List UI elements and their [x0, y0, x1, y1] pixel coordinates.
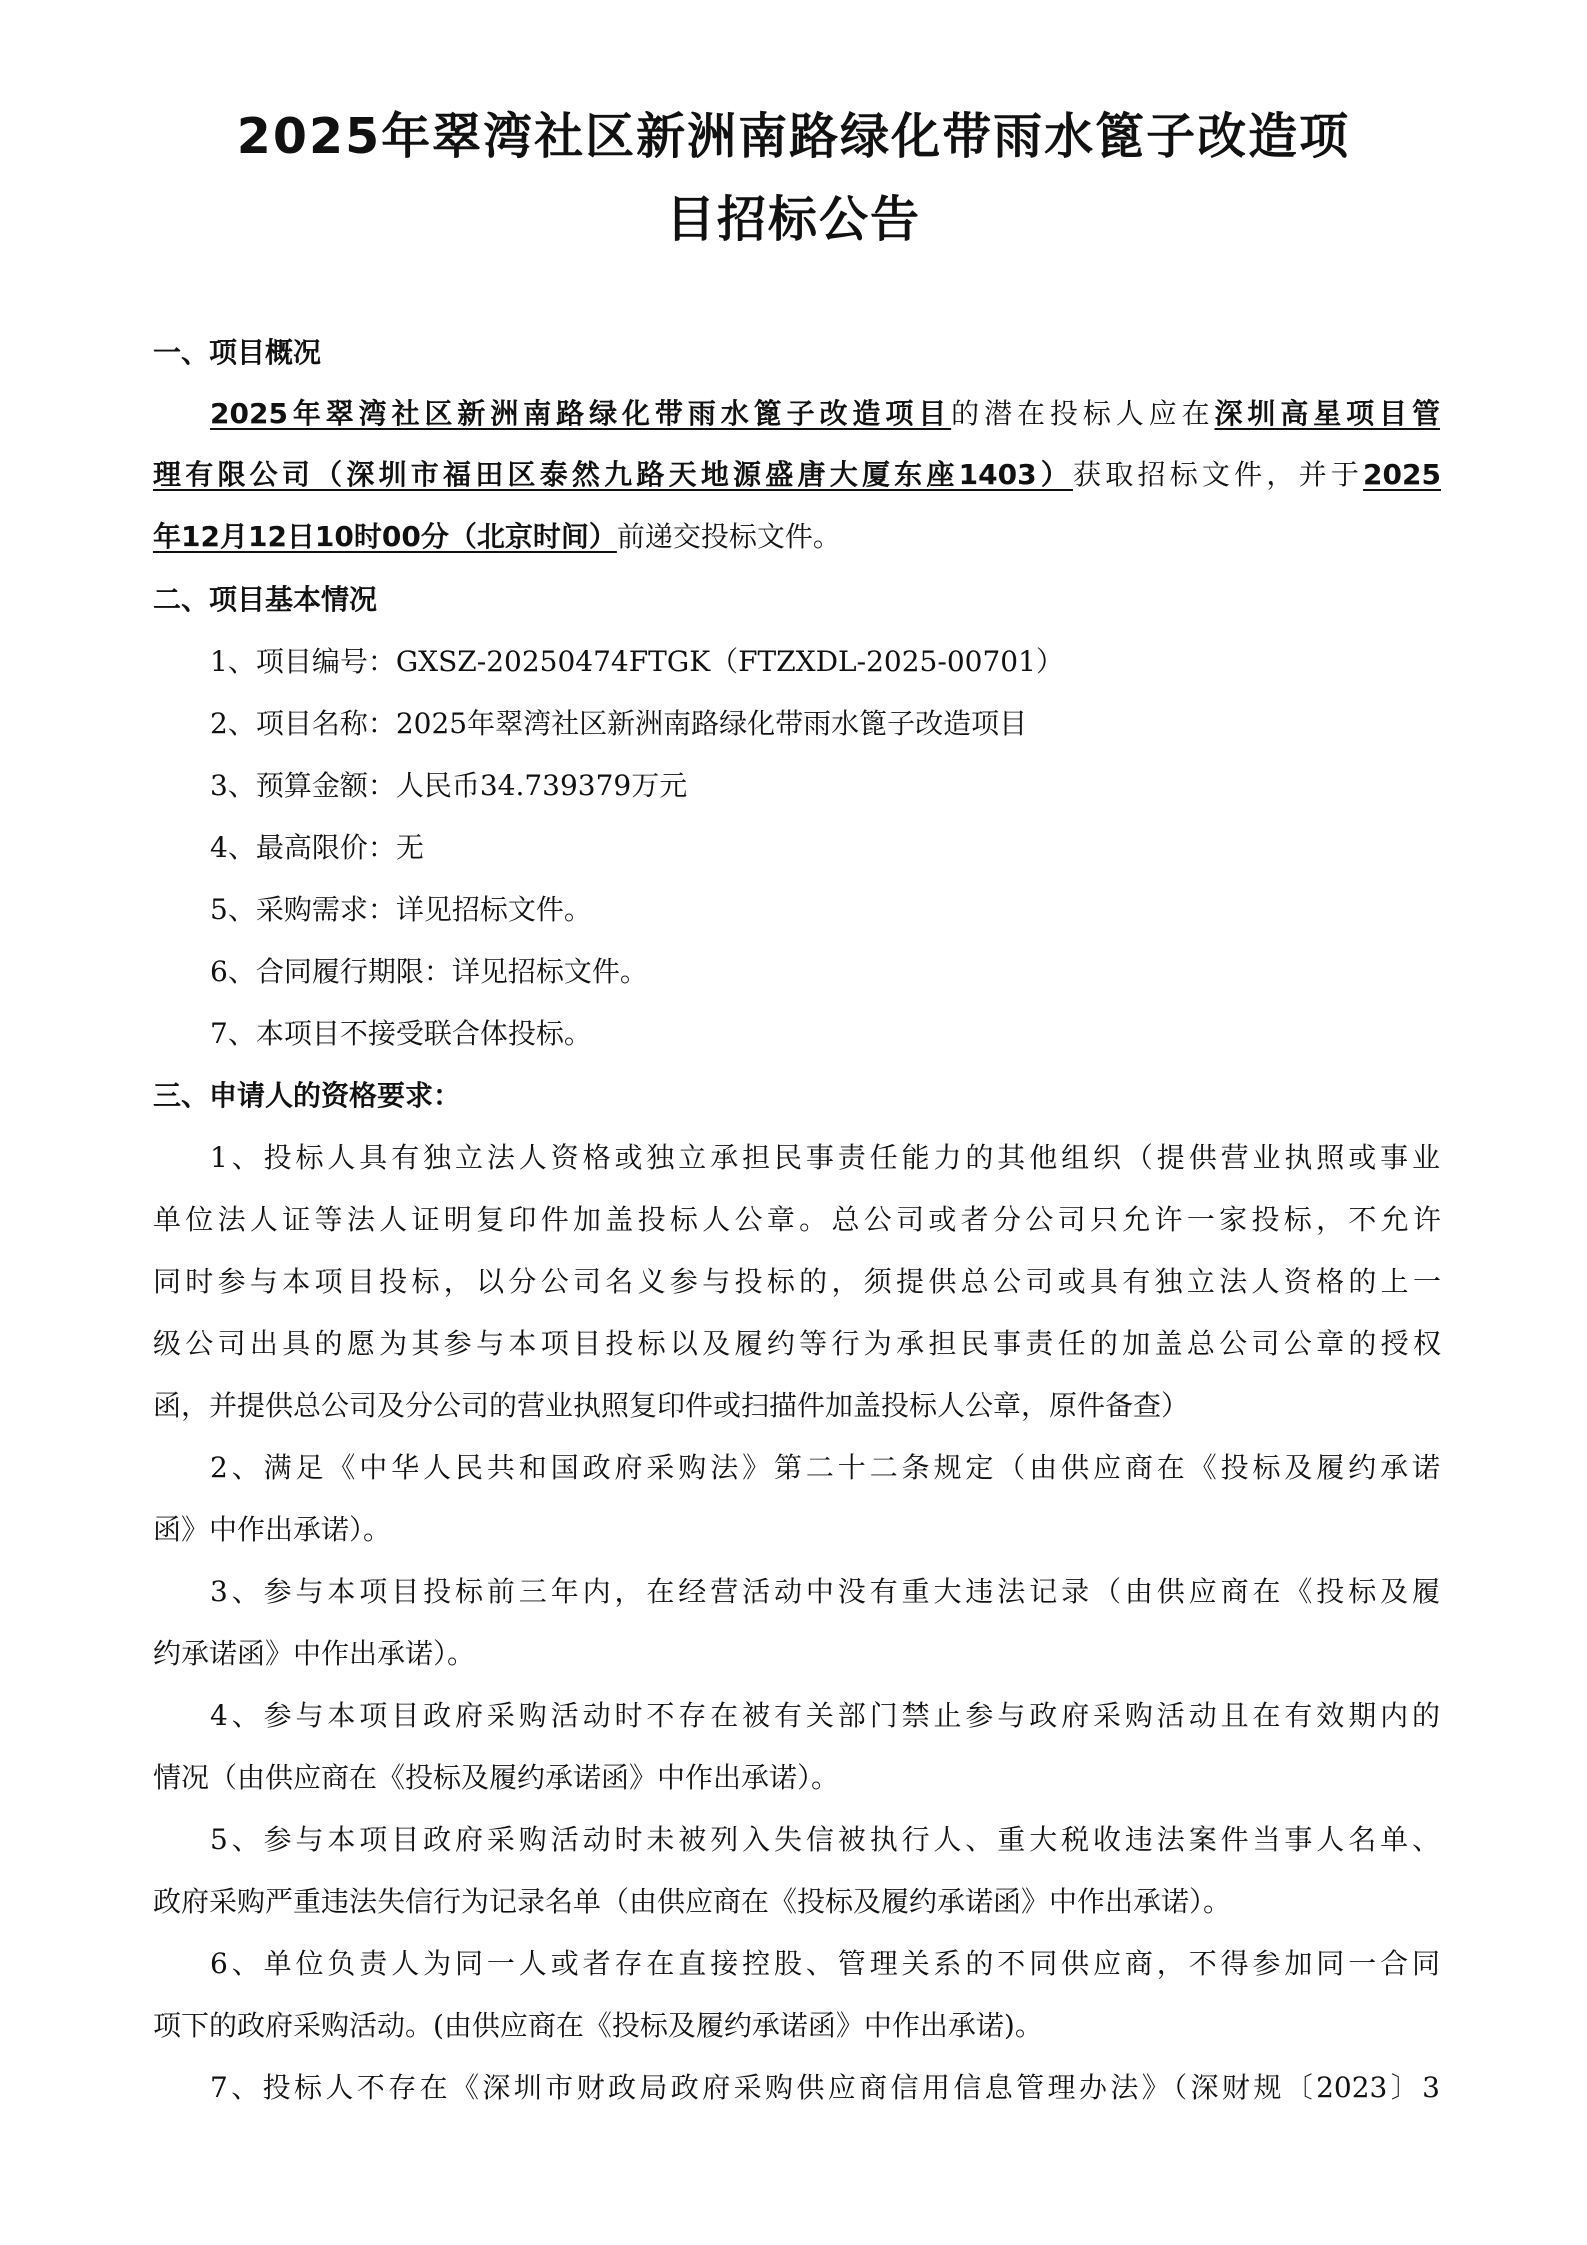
agency-name: 深圳高星项目管: [1214, 397, 1440, 430]
qualification-5-line-1: 5、参与本项目政府采购活动时未被列入失信被执行人、重大税收违法案件当事人名单、: [210, 1823, 1440, 1856]
info-item-project-name: 2、项目名称：2025年翠湾社区新洲南路绿化带雨水篦子改造项目: [210, 707, 1028, 740]
qualification-1-line-2: 单位法人证等法人证明复印件加盖投标人公章。总公司或者分公司只允许一家投标，不允许: [153, 1203, 1441, 1236]
project-name-link: 2025年翠湾社区新洲南路绿化带雨水篦子改造项目: [210, 397, 952, 430]
qualification-6-line-2: 项下的政府采购活动。(由供应商在《投标及履约承诺函》中作出承诺)。: [153, 2009, 1043, 2042]
overview-paragraph-line-3: [153, 518, 1441, 556]
qualification-4-line-2: 情况（由供应商在《投标及履约承诺函》中作出承诺）。: [153, 1761, 840, 1794]
section-heading-overview: 一、项目概况: [153, 336, 322, 369]
qualification-5-line-2: 政府采购严重违法失信行为记录名单（由供应商在《投标及履约承诺函》中作出承诺）。: [153, 1885, 1232, 1918]
section-heading-qualifications: 三、申请人的资格要求：: [153, 1079, 462, 1112]
deadline-date: 年12月12日10时00分（北京时间）: [153, 520, 617, 553]
info-item-project-number: 1、项目编号：GXSZ-20250474FTGK（FTZXDL-2025-00701）: [210, 645, 1064, 678]
qualification-7-line-1: 7、投标人不存在《深圳市财政局政府采购供应商信用信息管理办法》（深财规〔2023〕3: [210, 2071, 1440, 2104]
qualification-1-line-3: 同时参与本项目投标，以分公司名义参与投标的，须提供总公司或具有独立法人资格的上一: [153, 1265, 1441, 1298]
qualification-2-line-2: 函》中作出承诺）。: [153, 1513, 392, 1546]
overview-text: 获取招标文件，并于: [1073, 458, 1364, 491]
document-title-line-2: 目招标公告: [665, 191, 921, 248]
qualification-1-line-1: 1、投标人具有独立法人资格或独立承担民事责任能力的其他组织（提供营业执照或事业: [210, 1141, 1440, 1174]
qualification-3-line-1: 3、参与本项目投标前三年内，在经营活动中没有重大违法记录（由供应商在《投标及履: [210, 1575, 1440, 1608]
qualification-1-line-4: 级公司出具的愿为其参与本项目投标以及履约等行为承担民事责任的加盖总公司公章的授权: [153, 1327, 1441, 1360]
section-heading-basic-info: 二、项目基本情况: [153, 583, 378, 616]
info-item-contract-period: 6、合同履行期限：详见招标文件。: [210, 955, 648, 988]
qualification-6-line-1: 6、单位负责人为同一人或者存在直接控股、管理关系的不同供应商，不得参加同一合同: [210, 1947, 1440, 1980]
overview-paragraph-line-1: [210, 395, 1440, 433]
document-title-line-1: 2025年翠湾社区新洲南路绿化带雨水篦子改造项: [236, 108, 1351, 165]
info-item-budget: 3、预算金额：人民币34.739379万元: [210, 769, 688, 802]
qualification-3-line-2: 约承诺函》中作出承诺）。: [153, 1637, 476, 1670]
qualification-1-line-5: 函，并提供总公司及分公司的营业执照复印件或扫描件加盖投标人公章，原件备查）: [153, 1389, 1190, 1422]
deadline-year: 2025: [1363, 458, 1441, 491]
agency-address: 理有限公司（深圳市福田区泰然九路天地源盛唐大厦东座1403）: [153, 458, 1074, 491]
overview-text: 的潜在投标人应在: [951, 397, 1215, 430]
overview-text: 前递交投标文件。: [616, 520, 841, 553]
overview-paragraph-line-2: [153, 456, 1441, 494]
info-item-requirements: 5、采购需求：详见招标文件。: [210, 893, 592, 926]
qualification-4-line-1: 4、参与本项目政府采购活动时不存在被有关部门禁止参与政府采购活动且在有效期内的: [210, 1699, 1440, 1732]
info-item-consortium: 7、本项目不接受联合体投标。: [210, 1017, 592, 1050]
qualification-2-line-1: 2、满足《中华人民共和国政府采购法》第二十二条规定（由供应商在《投标及履约承诺: [210, 1451, 1440, 1484]
info-item-max-price: 4、最高限价：无: [210, 831, 424, 864]
